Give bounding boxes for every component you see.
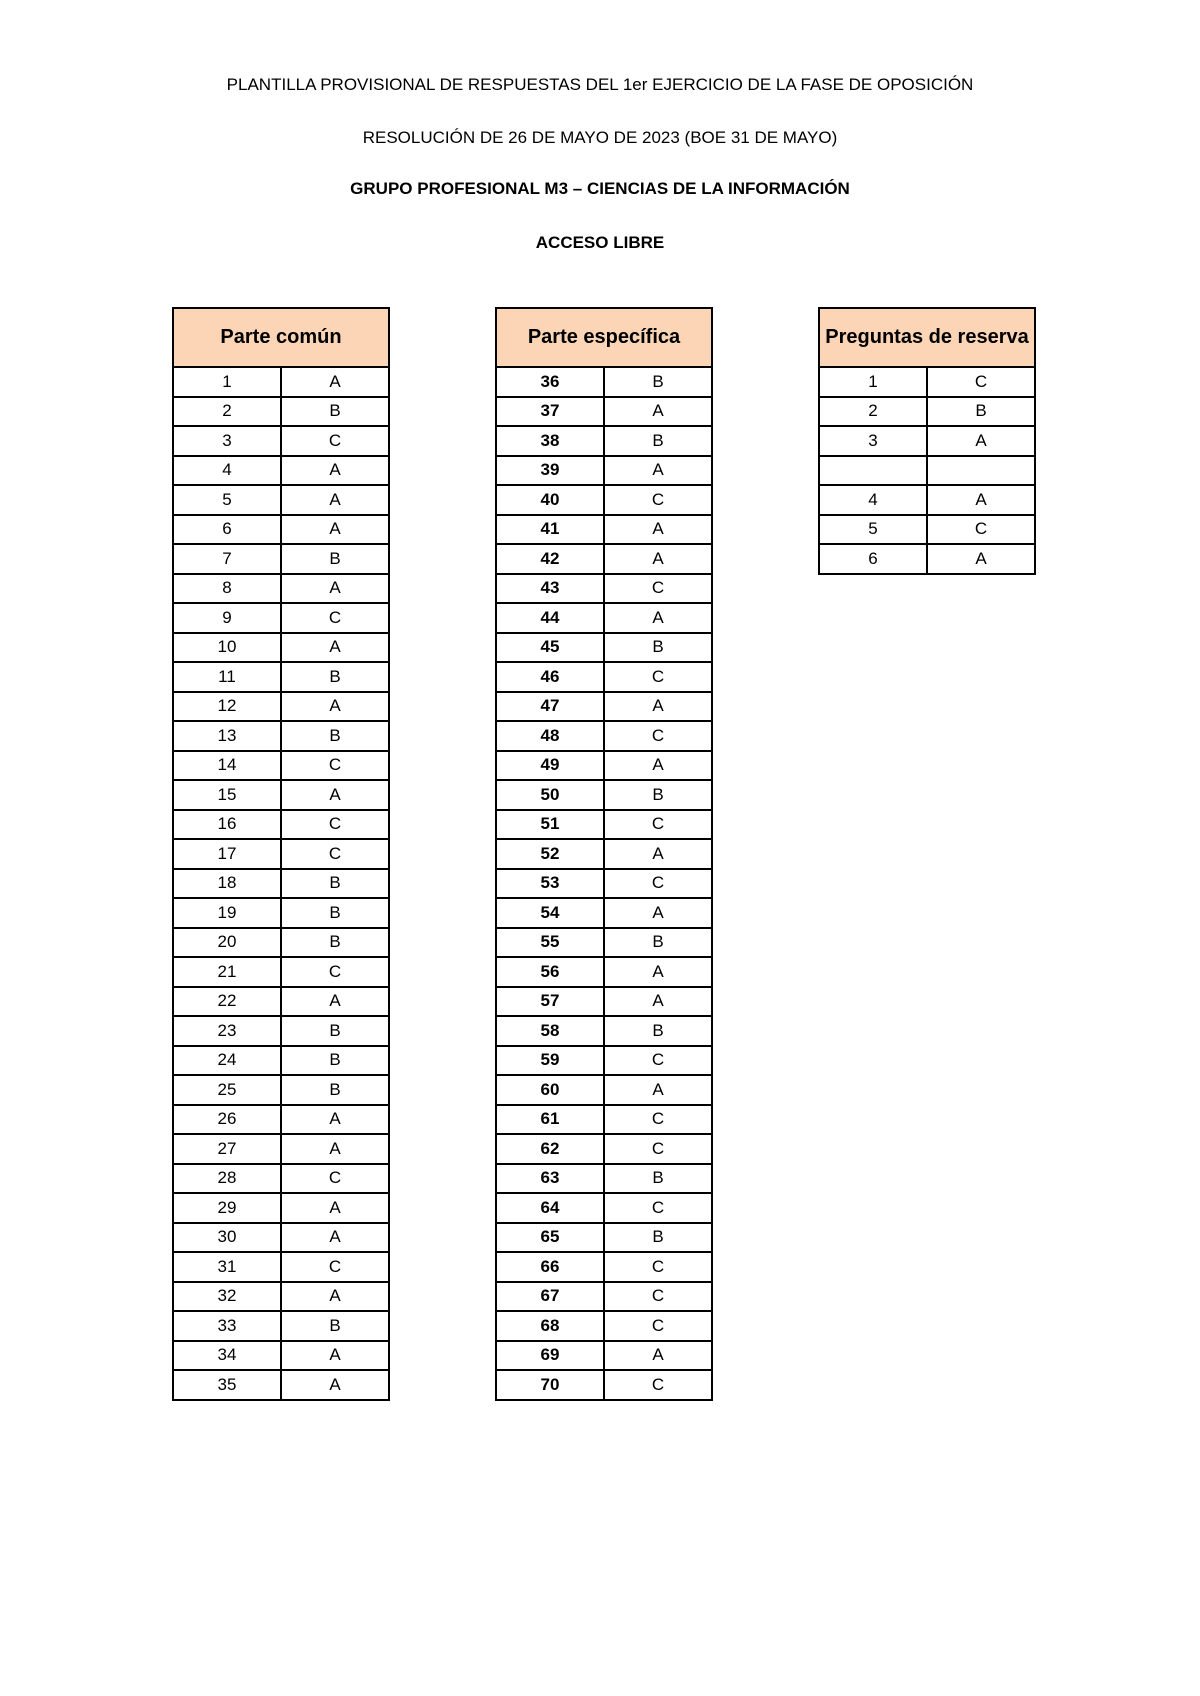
answer-letter: A bbox=[604, 1075, 712, 1105]
question-number: 26 bbox=[173, 1105, 281, 1135]
answer-letter: C bbox=[604, 1252, 712, 1282]
question-number: 63 bbox=[496, 1164, 604, 1194]
table-row bbox=[173, 397, 389, 427]
table-row bbox=[173, 1016, 389, 1046]
answer-letter: C bbox=[281, 957, 389, 987]
question-number: 3 bbox=[819, 426, 927, 456]
table-row bbox=[173, 633, 389, 663]
question-number: 50 bbox=[496, 780, 604, 810]
answer-letter: A bbox=[281, 1341, 389, 1371]
answer-letter: A bbox=[281, 1223, 389, 1253]
table-row bbox=[496, 633, 712, 663]
answer-letter: C bbox=[604, 485, 712, 515]
table-row bbox=[496, 397, 712, 427]
answer-letter: A bbox=[927, 544, 1035, 574]
table-row bbox=[496, 1223, 712, 1253]
answer-letter: A bbox=[281, 485, 389, 515]
question-number: 20 bbox=[173, 928, 281, 958]
resolution-line: RESOLUCIÓN DE 26 DE MAYO DE 2023 (BOE 31 DE MAYO) bbox=[362, 128, 838, 147]
table-row bbox=[496, 662, 712, 692]
table-row bbox=[173, 1311, 389, 1341]
answer-letter: A bbox=[927, 426, 1035, 456]
question-number: 43 bbox=[496, 574, 604, 604]
question-number: 51 bbox=[496, 810, 604, 840]
access-type: ACCESO LIBRE bbox=[535, 233, 665, 252]
answer-letter: C bbox=[604, 1370, 712, 1400]
question-number: 27 bbox=[173, 1134, 281, 1164]
question-number: 32 bbox=[173, 1282, 281, 1312]
table-row bbox=[496, 1370, 712, 1400]
table-row bbox=[819, 397, 1035, 427]
question-number: 55 bbox=[496, 928, 604, 958]
answer-letter: A bbox=[281, 515, 389, 545]
answer-letter: B bbox=[604, 780, 712, 810]
table-row bbox=[496, 1105, 712, 1135]
table-row bbox=[173, 692, 389, 722]
answer-letter: C bbox=[604, 721, 712, 751]
question-number: 4 bbox=[173, 456, 281, 486]
table-row bbox=[173, 1105, 389, 1135]
answer-letter: B bbox=[281, 721, 389, 751]
answer-letter: A bbox=[281, 780, 389, 810]
question-number: 2 bbox=[173, 397, 281, 427]
table-row bbox=[496, 485, 712, 515]
question-number: 41 bbox=[496, 515, 604, 545]
question-number: 24 bbox=[173, 1046, 281, 1076]
question-number: 45 bbox=[496, 633, 604, 663]
table-row bbox=[173, 810, 389, 840]
question-number: 25 bbox=[173, 1075, 281, 1105]
table-row bbox=[496, 810, 712, 840]
table-row bbox=[819, 367, 1035, 397]
table-row bbox=[496, 780, 712, 810]
table-row bbox=[496, 957, 712, 987]
question-number: 1 bbox=[173, 367, 281, 397]
question-number: 6 bbox=[819, 544, 927, 574]
table-row bbox=[496, 898, 712, 928]
question-number: 34 bbox=[173, 1341, 281, 1371]
table-row bbox=[496, 751, 712, 781]
table-row bbox=[496, 1193, 712, 1223]
question-number: 28 bbox=[173, 1164, 281, 1194]
table-row bbox=[496, 839, 712, 869]
answer-letter: B bbox=[604, 1164, 712, 1194]
answer-letter: A bbox=[604, 544, 712, 574]
question-number: 7 bbox=[173, 544, 281, 574]
table-row bbox=[173, 957, 389, 987]
table-row bbox=[173, 869, 389, 899]
table-row bbox=[496, 1164, 712, 1194]
table-row bbox=[173, 603, 389, 633]
question-number: 1 bbox=[819, 367, 927, 397]
answer-letter: C bbox=[281, 1164, 389, 1194]
question-number: 53 bbox=[496, 869, 604, 899]
answer-letter: C bbox=[604, 1046, 712, 1076]
answer-letter: A bbox=[281, 367, 389, 397]
question-number: 18 bbox=[173, 869, 281, 899]
question-number: 6 bbox=[173, 515, 281, 545]
answer-letter: B bbox=[281, 1075, 389, 1105]
table-row bbox=[496, 603, 712, 633]
question-number: 44 bbox=[496, 603, 604, 633]
question-number: 14 bbox=[173, 751, 281, 781]
question-number: 30 bbox=[173, 1223, 281, 1253]
question-number: 4 bbox=[819, 485, 927, 515]
answer-letter: A bbox=[281, 633, 389, 663]
table-row bbox=[819, 485, 1035, 515]
table-row bbox=[496, 426, 712, 456]
table-row bbox=[173, 1370, 389, 1400]
table-row bbox=[819, 515, 1035, 545]
answer-letter: A bbox=[604, 839, 712, 869]
question-number: 15 bbox=[173, 780, 281, 810]
question-number: 11 bbox=[173, 662, 281, 692]
professional-group: GRUPO PROFESIONAL M3 – CIENCIAS DE LA INFORMACIÓN bbox=[350, 179, 850, 198]
answer-letter: C bbox=[604, 1311, 712, 1341]
question-number: 68 bbox=[496, 1311, 604, 1341]
table-header: Parte común bbox=[173, 308, 389, 367]
answer-letter: B bbox=[604, 367, 712, 397]
answer-letter: A bbox=[604, 515, 712, 545]
answer-letter: B bbox=[281, 1311, 389, 1341]
answer-letter: C bbox=[604, 869, 712, 899]
question-number: 31 bbox=[173, 1252, 281, 1282]
table-row bbox=[496, 456, 712, 486]
document-title: PLANTILLA PROVISIONAL DE RESPUESTAS DEL 1er EJERCICIO DE LA FASE DE OPOSICIÓN bbox=[226, 75, 974, 94]
question-number: 49 bbox=[496, 751, 604, 781]
table-row bbox=[173, 456, 389, 486]
answer-letter: A bbox=[927, 485, 1035, 515]
answer-letter: C bbox=[281, 1252, 389, 1282]
question-number: 54 bbox=[496, 898, 604, 928]
answer-letter: A bbox=[604, 957, 712, 987]
question-number: 29 bbox=[173, 1193, 281, 1223]
table-row bbox=[496, 721, 712, 751]
table-row bbox=[173, 721, 389, 751]
question-number: 35 bbox=[173, 1370, 281, 1400]
table-row bbox=[496, 1046, 712, 1076]
table-row bbox=[173, 928, 389, 958]
table-row bbox=[173, 1252, 389, 1282]
question-number: 57 bbox=[496, 987, 604, 1017]
question-number: 3 bbox=[173, 426, 281, 456]
question-number: 21 bbox=[173, 957, 281, 987]
question-number: 69 bbox=[496, 1341, 604, 1371]
question-number: 13 bbox=[173, 721, 281, 751]
question-number: 23 bbox=[173, 1016, 281, 1046]
answer-letter: C bbox=[281, 839, 389, 869]
answer-letter: A bbox=[604, 397, 712, 427]
answer-letter: A bbox=[604, 456, 712, 486]
question-number: 33 bbox=[173, 1311, 281, 1341]
table-row bbox=[173, 898, 389, 928]
question-number: 9 bbox=[173, 603, 281, 633]
answer-letter: A bbox=[281, 1193, 389, 1223]
answers-table-parte-comun bbox=[172, 307, 390, 1401]
answer-letter: C bbox=[281, 426, 389, 456]
question-number: 61 bbox=[496, 1105, 604, 1135]
answer-letter: C bbox=[604, 810, 712, 840]
table-row bbox=[496, 1341, 712, 1371]
answer-letter: C bbox=[281, 751, 389, 781]
table-row bbox=[173, 839, 389, 869]
answers-table-parte-especifica bbox=[495, 307, 713, 1401]
answer-letter: C bbox=[604, 1105, 712, 1135]
answer-letter: C bbox=[927, 367, 1035, 397]
answer-letter: C bbox=[604, 1282, 712, 1312]
question-number: 37 bbox=[496, 397, 604, 427]
answer-letter: C bbox=[604, 574, 712, 604]
answer-letter: A bbox=[604, 603, 712, 633]
answer-letter: B bbox=[604, 426, 712, 456]
question-number: 52 bbox=[496, 839, 604, 869]
answer-letter: B bbox=[281, 1016, 389, 1046]
question-number: 66 bbox=[496, 1252, 604, 1282]
table-row bbox=[496, 692, 712, 722]
answer-letter: B bbox=[281, 662, 389, 692]
question-number: 58 bbox=[496, 1016, 604, 1046]
table-row bbox=[496, 869, 712, 899]
question-number: 47 bbox=[496, 692, 604, 722]
answer-letter: A bbox=[281, 456, 389, 486]
table-row bbox=[173, 987, 389, 1017]
table-row bbox=[496, 928, 712, 958]
table-row bbox=[496, 544, 712, 574]
answer-letter: B bbox=[604, 1016, 712, 1046]
question-number: 42 bbox=[496, 544, 604, 574]
table-row bbox=[173, 1164, 389, 1194]
answer-letter: A bbox=[604, 692, 712, 722]
answer-letter: A bbox=[281, 1282, 389, 1312]
answer-letter: A bbox=[281, 987, 389, 1017]
table-row bbox=[496, 1252, 712, 1282]
table-row bbox=[819, 426, 1035, 456]
table-row bbox=[173, 1193, 389, 1223]
question-number: 48 bbox=[496, 721, 604, 751]
answer-letter: A bbox=[604, 751, 712, 781]
answer-letter: C bbox=[604, 662, 712, 692]
answer-letter: A bbox=[604, 898, 712, 928]
question-number: 22 bbox=[173, 987, 281, 1017]
table-row bbox=[173, 1075, 389, 1105]
question-number: 5 bbox=[819, 515, 927, 545]
table-row bbox=[173, 367, 389, 397]
question-number: 65 bbox=[496, 1223, 604, 1253]
question-number: 40 bbox=[496, 485, 604, 515]
answer-letter: B bbox=[604, 633, 712, 663]
answer-letter: A bbox=[281, 574, 389, 604]
question-number: 38 bbox=[496, 426, 604, 456]
answer-letter: B bbox=[281, 397, 389, 427]
answer-letter: B bbox=[927, 397, 1035, 427]
question-number: 62 bbox=[496, 1134, 604, 1164]
question-number: 56 bbox=[496, 957, 604, 987]
answer-letter: A bbox=[281, 1134, 389, 1164]
question-number: 16 bbox=[173, 810, 281, 840]
question-number: 10 bbox=[173, 633, 281, 663]
table-row bbox=[496, 1016, 712, 1046]
question-number: 70 bbox=[496, 1370, 604, 1400]
question-number: 12 bbox=[173, 692, 281, 722]
answer-letter: B bbox=[281, 1046, 389, 1076]
question-number: 19 bbox=[173, 898, 281, 928]
question-number: 39 bbox=[496, 456, 604, 486]
table-row bbox=[496, 1075, 712, 1105]
answer-letter: C bbox=[604, 1193, 712, 1223]
answer-letter: C bbox=[604, 1134, 712, 1164]
table-row bbox=[173, 1282, 389, 1312]
table-row bbox=[496, 515, 712, 545]
answer-letter: B bbox=[281, 928, 389, 958]
answers-table-preguntas-reserva bbox=[818, 307, 1036, 575]
question-number: 2 bbox=[819, 397, 927, 427]
table-row bbox=[173, 751, 389, 781]
question-number: 17 bbox=[173, 839, 281, 869]
table-row bbox=[173, 662, 389, 692]
table-row bbox=[496, 1282, 712, 1312]
table-row bbox=[173, 780, 389, 810]
table-row bbox=[819, 544, 1035, 574]
table-row bbox=[173, 544, 389, 574]
table-header: Preguntas de reserva bbox=[819, 308, 1035, 367]
table-row bbox=[496, 574, 712, 604]
answer-letter: B bbox=[281, 898, 389, 928]
answer-letter: A bbox=[281, 1370, 389, 1400]
question-number: 60 bbox=[496, 1075, 604, 1105]
answer-letter bbox=[927, 456, 1035, 486]
question-number: 5 bbox=[173, 485, 281, 515]
table-row bbox=[173, 1341, 389, 1371]
question-number: 8 bbox=[173, 574, 281, 604]
answer-letter: B bbox=[281, 544, 389, 574]
table-row bbox=[496, 1311, 712, 1341]
answer-letter: B bbox=[604, 1223, 712, 1253]
table-header: Parte específica bbox=[496, 308, 712, 367]
table-row bbox=[496, 1134, 712, 1164]
table-row bbox=[173, 1046, 389, 1076]
table-row bbox=[173, 1134, 389, 1164]
answer-letter: C bbox=[281, 810, 389, 840]
answer-letter: A bbox=[281, 1105, 389, 1135]
table-row bbox=[173, 515, 389, 545]
question-number: 46 bbox=[496, 662, 604, 692]
answer-letter: A bbox=[281, 692, 389, 722]
answer-letter: B bbox=[281, 869, 389, 899]
answer-letter: B bbox=[604, 928, 712, 958]
question-number: 64 bbox=[496, 1193, 604, 1223]
answer-letter: C bbox=[927, 515, 1035, 545]
table-row bbox=[173, 1223, 389, 1253]
table-row bbox=[173, 485, 389, 515]
table-row bbox=[173, 574, 389, 604]
question-number bbox=[819, 456, 927, 486]
question-number: 36 bbox=[496, 367, 604, 397]
table-row bbox=[173, 426, 389, 456]
answer-letter: A bbox=[604, 1341, 712, 1371]
question-number: 59 bbox=[496, 1046, 604, 1076]
table-row bbox=[496, 987, 712, 1017]
table-row bbox=[819, 456, 1035, 486]
question-number: 67 bbox=[496, 1282, 604, 1312]
answer-letter: C bbox=[281, 603, 389, 633]
answer-letter: A bbox=[604, 987, 712, 1017]
table-row bbox=[496, 367, 712, 397]
